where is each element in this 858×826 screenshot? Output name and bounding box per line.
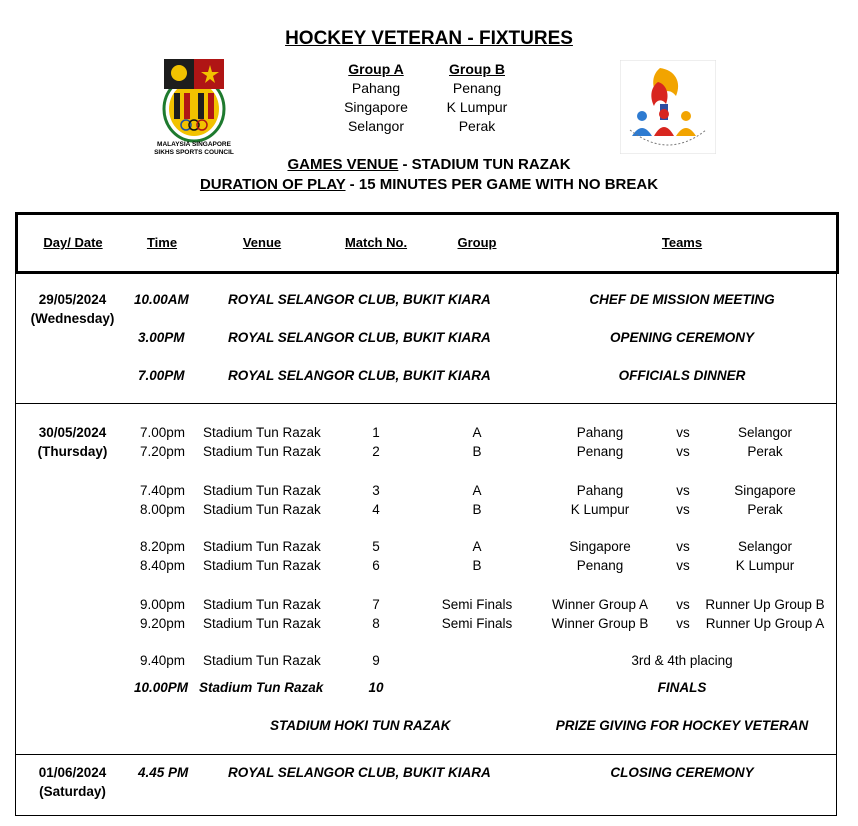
event-time: 4.45 PM <box>138 765 189 780</box>
final-time: 10.00PM <box>134 680 189 695</box>
header-group: Group <box>457 235 497 250</box>
games-logo <box>620 60 716 154</box>
vs-label: vs <box>676 444 690 459</box>
group-b-team: Penang <box>452 80 502 96</box>
away-team: Selangor <box>737 539 793 554</box>
match-group: A <box>472 425 482 440</box>
event-time: 10.00AM <box>134 292 189 307</box>
home-team: Penang <box>576 558 624 573</box>
home-team: Singapore <box>569 539 631 554</box>
event-venue: ROYAL SELANGOR CLUB, BUKIT KIARA <box>228 292 491 307</box>
match-time: 8.00pm <box>140 502 186 517</box>
placing-time: 9.40pm <box>140 653 186 668</box>
match-venue: Stadium Tun Razak <box>203 425 321 440</box>
match-venue: Stadium Tun Razak <box>203 483 321 498</box>
day1-weekday: (Wednesday) <box>30 311 115 326</box>
event-name: OFFICIALS DINNER <box>618 368 746 383</box>
page-title: HOCKEY VETERAN - FIXTURES <box>285 28 573 49</box>
group-b-heading: Group B <box>449 61 505 77</box>
vs-label: vs <box>676 558 690 573</box>
group-a-column <box>336 60 416 136</box>
match-number: 8 <box>372 616 380 631</box>
sikhs-sports-council-logo <box>150 57 238 159</box>
header-venue: Venue <box>242 235 282 250</box>
header-date: Day/ Date <box>43 235 103 250</box>
duration-value: - 15 MINUTES PER GAME WITH NO BREAK <box>345 176 659 193</box>
away-team: Runner Up Group B <box>705 597 825 612</box>
event-name: CHEF DE MISSION MEETING <box>589 292 775 307</box>
group-b-team: K Lumpur <box>446 99 508 115</box>
match-venue: Stadium Tun Razak <box>203 558 321 573</box>
duration-label: DURATION OF PLAY <box>199 176 346 193</box>
away-team: Singapore <box>734 483 796 498</box>
event-venue: ROYAL SELANGOR CLUB, BUKIT KIARA <box>228 368 491 383</box>
match-group: B <box>472 444 482 459</box>
match-time: 7.00pm <box>140 425 186 440</box>
group-a-team: Pahang <box>351 80 401 96</box>
logo-line-2: SIKHS SPORTS COUNCIL <box>154 149 234 156</box>
final-venue: Stadium Tun Razak <box>199 680 324 695</box>
match-group: Semi Finals <box>441 597 513 612</box>
home-team: Winner Group B <box>551 616 649 631</box>
event-venue: ROYAL SELANGOR CLUB, BUKIT KIARA <box>228 330 491 345</box>
match-group: A <box>472 483 482 498</box>
match-number: 1 <box>372 425 380 440</box>
match-time: 7.40pm <box>140 483 186 498</box>
vs-label: vs <box>676 597 690 612</box>
match-time: 8.20pm <box>140 539 186 554</box>
vs-label: vs <box>676 616 690 631</box>
logo-line-1: MALAYSIA SINGAPORE <box>157 141 231 148</box>
home-team: Penang <box>576 444 624 459</box>
group-a-team: Singapore <box>344 99 408 115</box>
games-venue-value: - STADIUM TUN RAZAK <box>398 156 571 173</box>
placing-match-no: 9 <box>372 653 380 668</box>
match-group: A <box>472 539 482 554</box>
match-venue: Stadium Tun Razak <box>203 597 321 612</box>
group-a-heading: Group A <box>348 61 404 77</box>
group-a-team: Selangor <box>347 118 405 134</box>
home-team: Pahang <box>576 483 624 498</box>
match-number: 2 <box>372 444 380 459</box>
header-match-no: Match No. <box>344 235 408 250</box>
away-team: Runner Up Group A <box>705 616 825 631</box>
day2-weekday: (Thursday) <box>37 444 108 459</box>
event-time: 7.00PM <box>138 368 185 383</box>
vs-label: vs <box>676 483 690 498</box>
home-team: Pahang <box>576 425 624 440</box>
match-number: 6 <box>372 558 380 573</box>
match-venue: Stadium Tun Razak <box>203 444 321 459</box>
event-name: OPENING CEREMONY <box>609 330 755 345</box>
day1-date: 29/05/2024 <box>38 292 107 307</box>
match-number: 5 <box>372 539 380 554</box>
games-venue-line <box>0 156 858 173</box>
final-match-no: 10 <box>368 680 384 695</box>
match-venue: Stadium Tun Razak <box>203 502 321 517</box>
duration-line <box>0 176 858 193</box>
home-team: K Lumpur <box>570 502 630 517</box>
match-venue: Stadium Tun Razak <box>203 616 321 631</box>
away-team: Perak <box>747 502 783 517</box>
day3-weekday: (Saturday) <box>39 784 106 799</box>
prize-venue: STADIUM HOKI TUN RAZAK <box>270 718 451 733</box>
match-venue: Stadium Tun Razak <box>203 539 321 554</box>
match-time: 7.20pm <box>140 444 186 459</box>
day3-date: 01/06/2024 <box>38 765 107 780</box>
away-team: K Lumpur <box>735 558 795 573</box>
vs-label: vs <box>676 425 690 440</box>
header-teams: Teams <box>661 235 703 250</box>
placing-teams: 3rd & 4th placing <box>631 653 733 668</box>
match-group: Semi Finals <box>441 616 513 631</box>
prize-event: PRIZE GIVING FOR HOCKEY VETERAN <box>555 718 809 733</box>
group-b-column <box>437 60 517 136</box>
games-venue-label: GAMES VENUE <box>287 156 399 173</box>
final-teams: FINALS <box>657 680 707 695</box>
group-b-team: Perak <box>458 118 496 134</box>
event-time: 3.00PM <box>138 330 185 345</box>
away-team: Perak <box>747 444 783 459</box>
event-venue: ROYAL SELANGOR CLUB, BUKIT KIARA <box>228 765 491 780</box>
home-team: Winner Group A <box>551 597 649 612</box>
match-time: 8.40pm <box>140 558 186 573</box>
vs-label: vs <box>676 502 690 517</box>
header-time: Time <box>146 235 178 250</box>
event-name: CLOSING CEREMONY <box>610 765 754 780</box>
vs-label: vs <box>676 539 690 554</box>
away-team: Selangor <box>737 425 793 440</box>
match-time: 9.00pm <box>140 597 186 612</box>
match-group: B <box>472 502 482 517</box>
match-time: 9.20pm <box>140 616 186 631</box>
day2-date: 30/05/2024 <box>38 425 107 440</box>
match-group: B <box>472 558 482 573</box>
match-number: 7 <box>372 597 380 612</box>
placing-venue: Stadium Tun Razak <box>203 653 321 668</box>
match-number: 3 <box>372 483 380 498</box>
match-number: 4 <box>372 502 380 517</box>
